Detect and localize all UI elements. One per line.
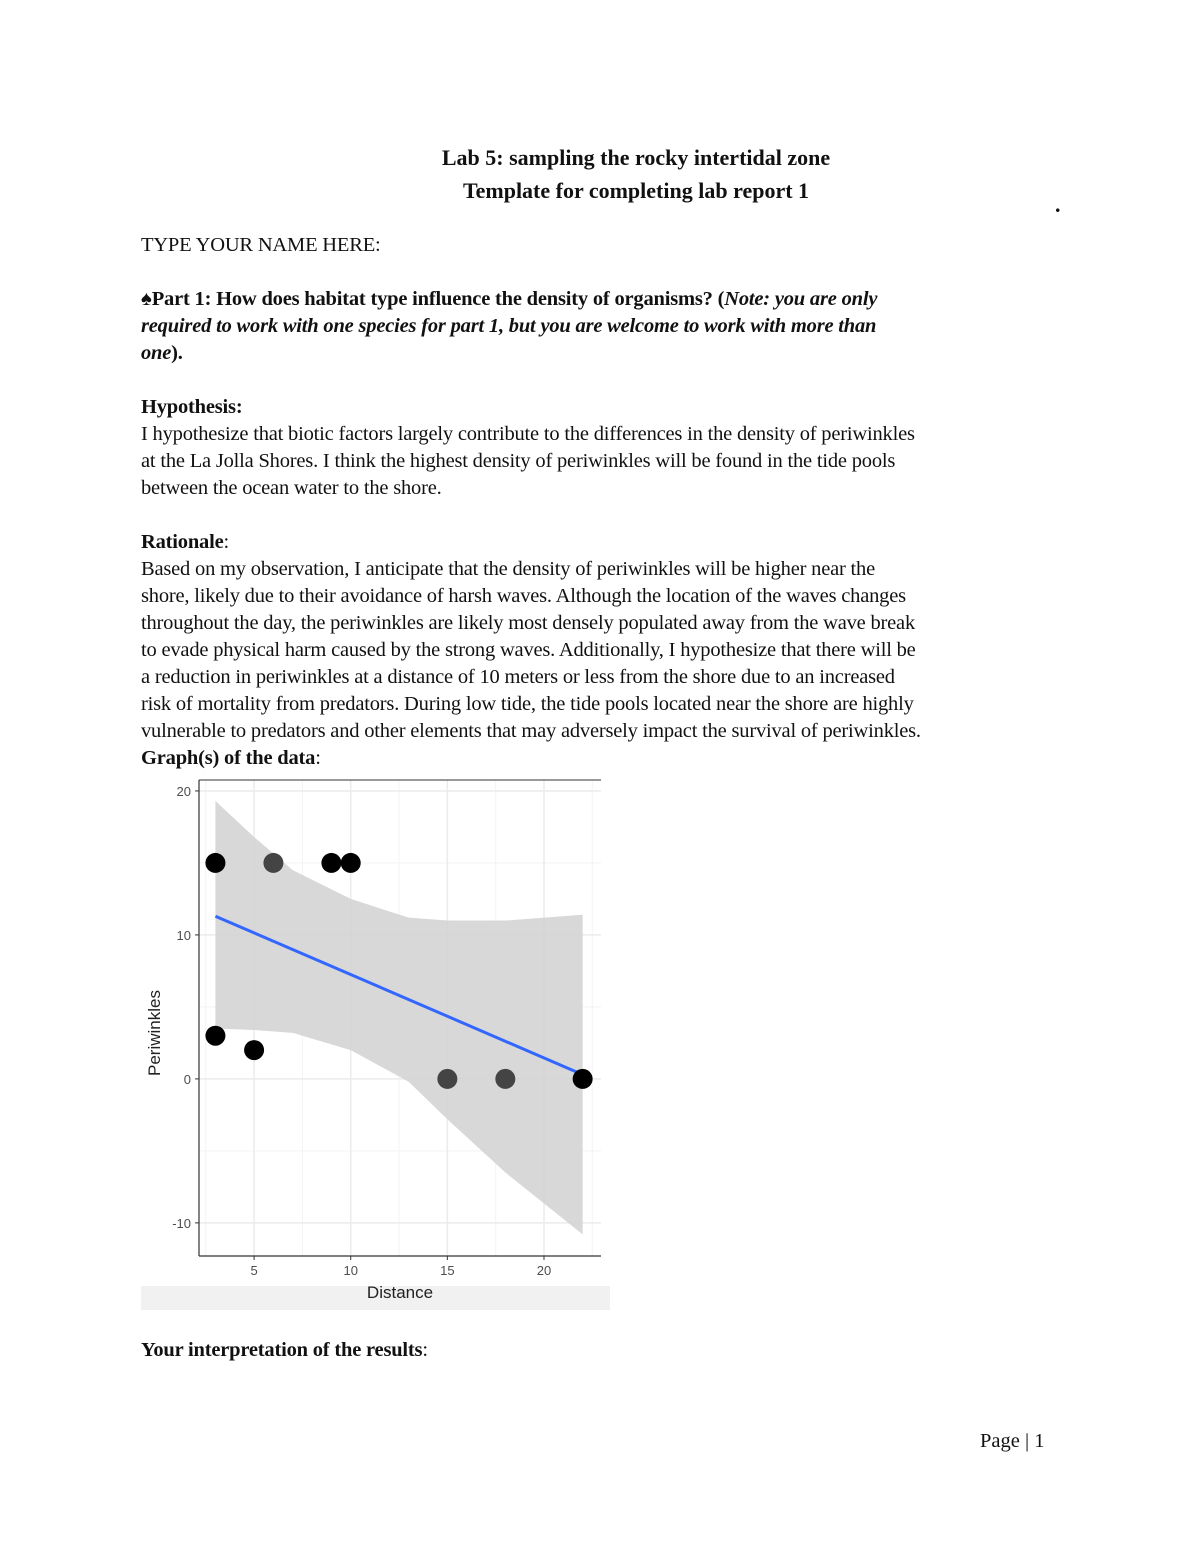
y-tick-label: 10 (176, 927, 191, 943)
interpretation-heading-text: Your interpretation of the results (141, 1339, 423, 1361)
x-tick-label: 15 (440, 1263, 455, 1278)
part1-note-line2: required to work with one species for part 1, but you are welcome to work with more than (141, 315, 877, 337)
hypothesis-heading: Hypothesis: (141, 396, 243, 418)
part1-note-end: one (141, 342, 172, 364)
data-point (263, 853, 283, 873)
graph-colon: : (315, 747, 321, 769)
x-tick-label: 5 (250, 1263, 258, 1278)
graph-heading-text: Graph(s) of the data (141, 747, 316, 769)
rationale-line: shore, likely due to their avoidance of harsh waves. Although the location of the waves changes (141, 585, 906, 607)
part1-question-text: Part 1: How does habitat type influence the density of organisms? ( (151, 288, 725, 310)
scatter-chart (141, 778, 610, 1310)
data-point (205, 1026, 225, 1046)
rationale-colon: : (223, 531, 229, 553)
data-point (321, 853, 341, 873)
data-point (437, 1069, 457, 1089)
hypothesis-line: between the ocean water to the shore. (141, 477, 442, 499)
rationale-line: Based on my observation, I anticipate that the density of periwinkles will be higher near the (141, 558, 875, 580)
data-point (495, 1069, 515, 1089)
data-point (573, 1069, 593, 1089)
document-subtitle: Template for completing lab report 1 (462, 178, 810, 203)
part1-note-line3 (141, 342, 183, 365)
x-tick-label: 10 (343, 1263, 358, 1278)
graph-heading (141, 747, 321, 770)
interpretation-colon: : (422, 1339, 428, 1361)
name-prompt[interactable]: TYPE YOUR NAME HERE: (141, 234, 381, 256)
rationale-line: a reduction in periwinkles at a distance of 10 meters or less from the shore due to an increased (141, 666, 895, 688)
rationale-line: risk of mortality from predators. During low tide, the tide pools located near the shore are highly (141, 693, 914, 715)
rationale-heading (141, 531, 229, 554)
y-tick-label: -10 (172, 1215, 191, 1231)
interpretation-heading (141, 1339, 428, 1362)
y-tick-label: 20 (176, 783, 191, 799)
part1-note: Note: you are only (724, 288, 878, 310)
part1-close: ). (171, 342, 183, 364)
data-point (341, 853, 361, 873)
hypothesis-line: at the La Jolla Shores. I think the highest density of periwinkles will be found in the tide pools (141, 450, 896, 472)
spade-icon: ♠ (141, 288, 152, 310)
rationale-line: vulnerable to predators and other elements that may adversely impact the survival of periwinkles. (141, 720, 921, 742)
x-tick-label: 20 (536, 1263, 552, 1278)
x-axis-title: Distance (366, 1283, 434, 1302)
hypothesis-line: I hypothesize that biotic factors largely contribute to the differences in the density of periwinkles (141, 423, 915, 445)
part1-question (141, 288, 877, 311)
document-title: Lab 5: sampling the rocky intertidal zone (441, 145, 831, 170)
rationale-heading-text: Rationale (141, 531, 224, 553)
y-tick-label: 0 (183, 1071, 191, 1087)
rationale-line: throughout the day, the periwinkles are likely most densely populated away from the wave break (141, 612, 916, 634)
page-number: Page | 1 (980, 1430, 1045, 1452)
rationale-line: to evade physical harm caused by the strong waves. Additionally, I hypothesize that there will be (141, 639, 916, 661)
data-point (244, 1040, 264, 1060)
y-axis-title: Periwinkles (145, 990, 164, 1076)
data-point (205, 853, 225, 873)
stray-dot: . (1055, 192, 1061, 217)
